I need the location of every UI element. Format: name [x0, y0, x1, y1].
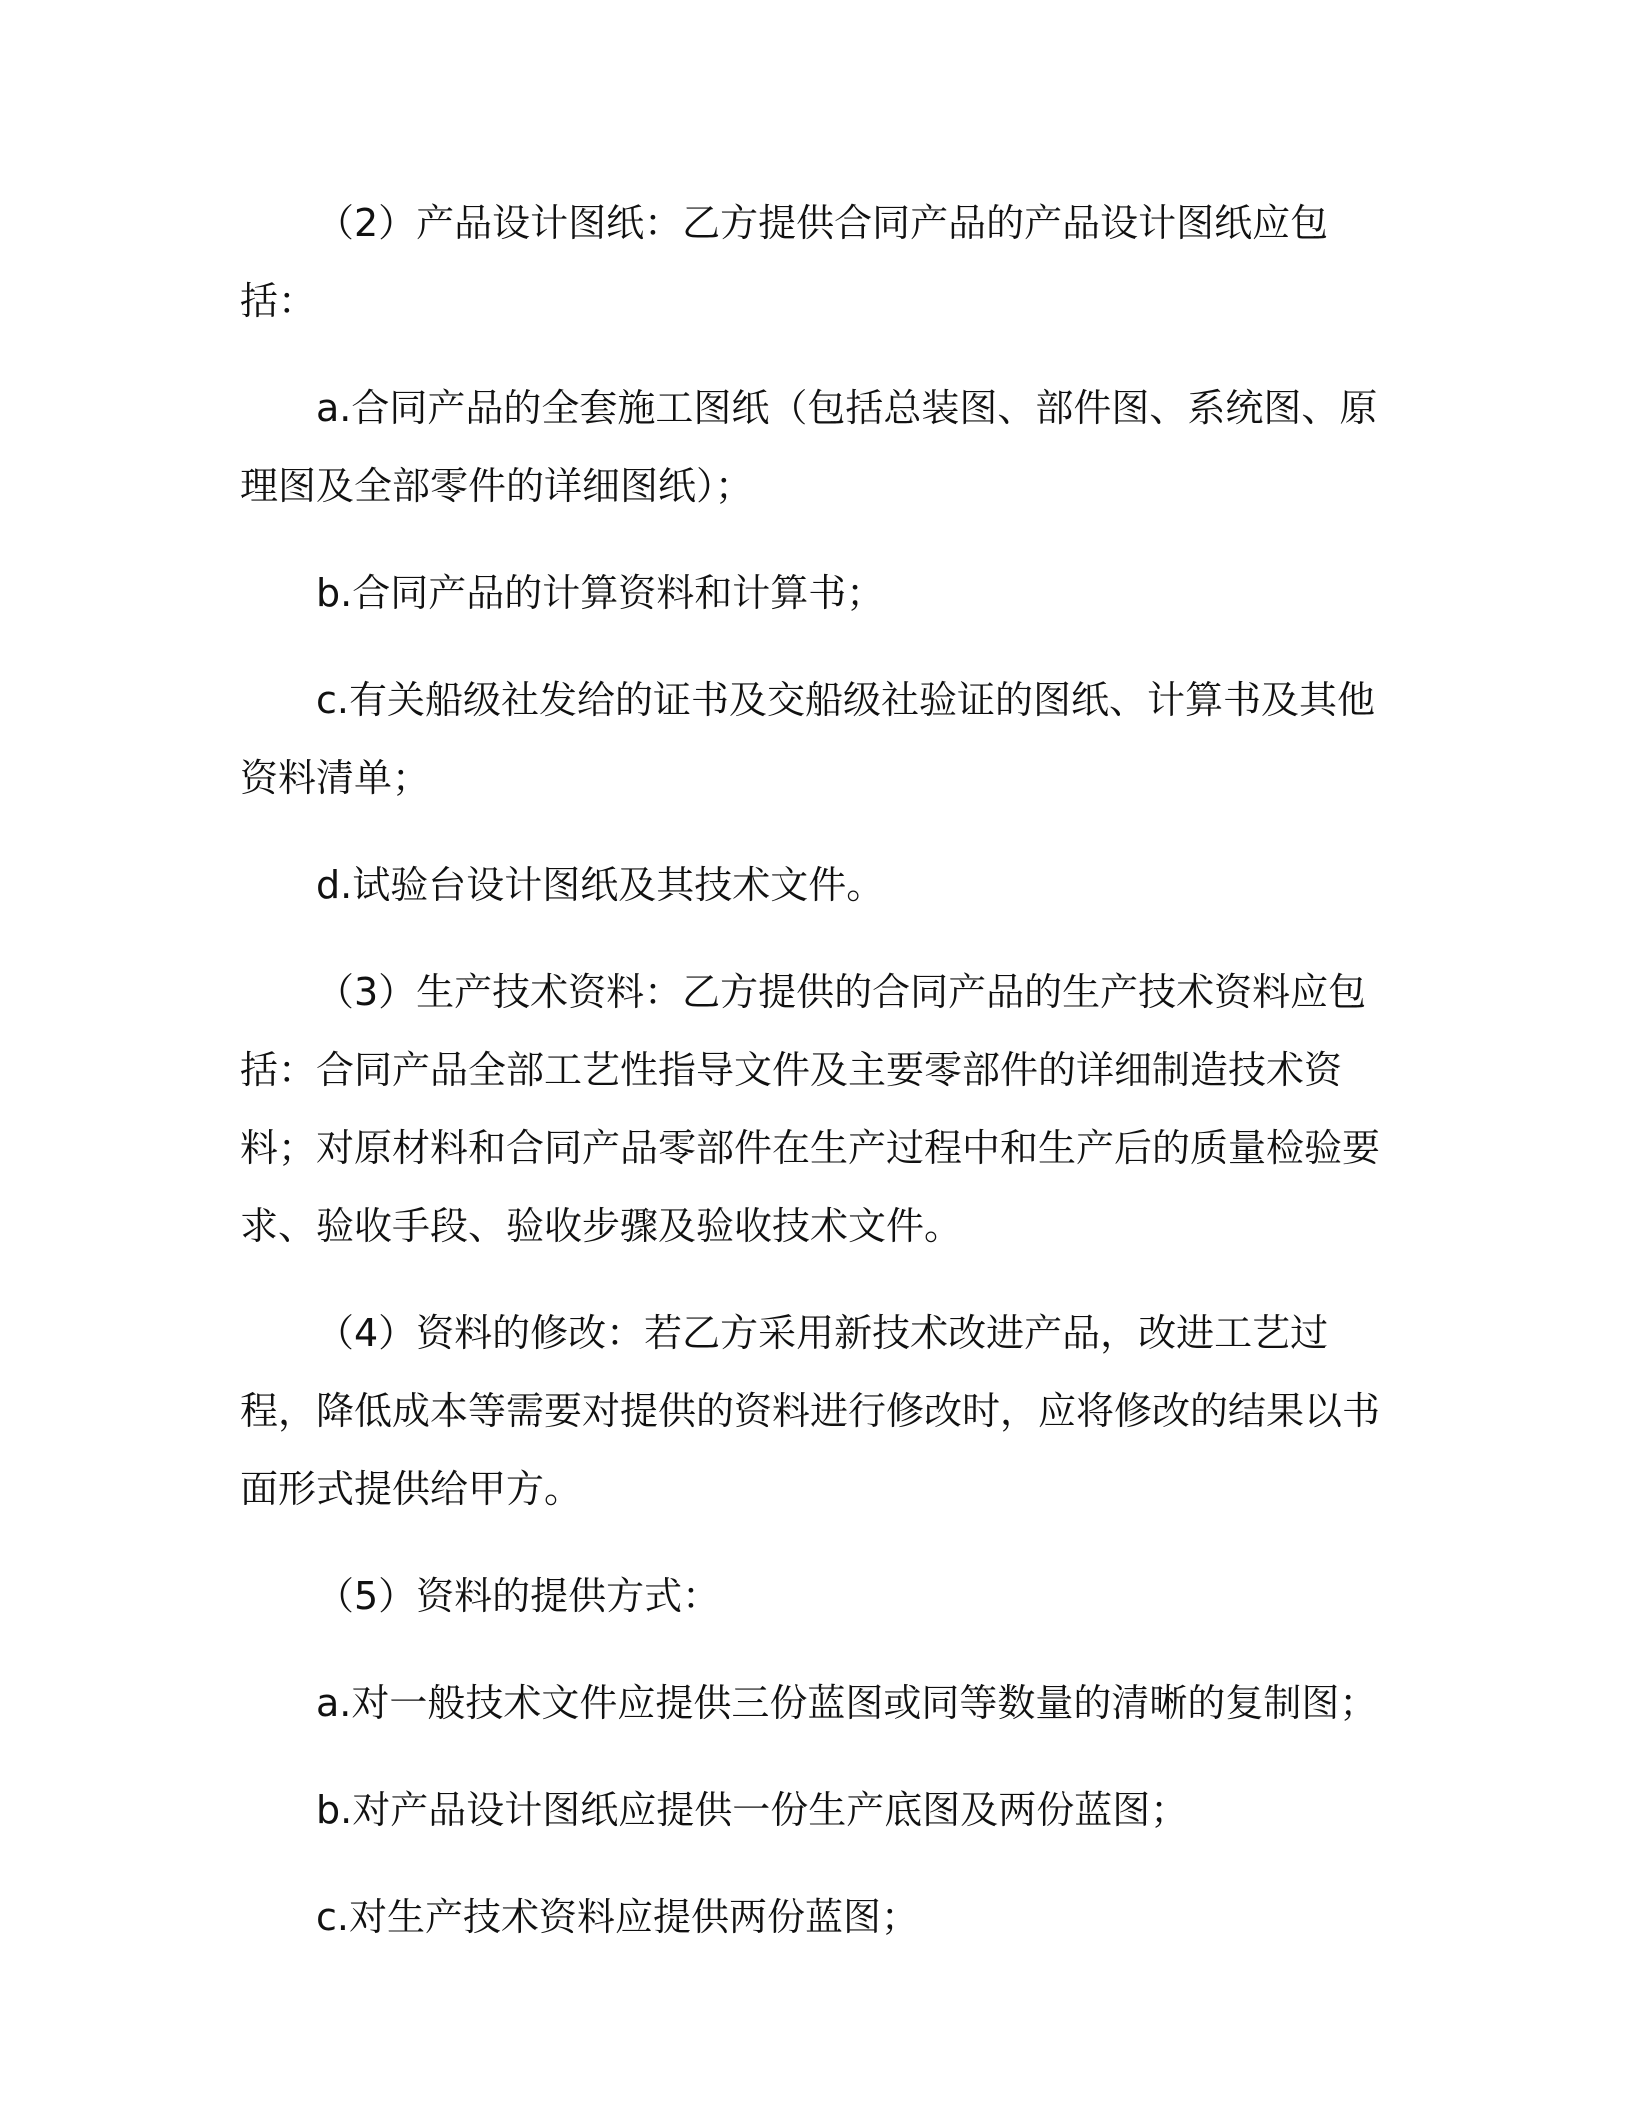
item-b-production-base-drawings: b.对产品设计图纸应提供一份生产底图及两份蓝图；: [316, 1788, 1189, 1832]
item-b-calculation-documents: b.合同产品的计算资料和计算书；: [316, 571, 885, 615]
section-2-product-design-drawings: （2）产品设计图纸：乙方提供合同产品的产品设计图纸应包括：: [240, 201, 1329, 323]
item-d-test-bench-drawings: d.试验台设计图纸及其技术文件。: [316, 863, 885, 907]
item-c-classification-certificates: c.有关船级社发给的证书及交船级社验证的图纸、计算书及其他资料清单；: [240, 678, 1375, 800]
section-3-production-technical-data: （3）生产技术资料：乙方提供的合同产品的生产技术资料应包括：合同产品全部工艺性指导文件及主要零部件的详细制造技术资料；对原材料和合同产品零部件在生产过程中和生产后的质量检验要求、验收手段、验收步骤及验收技术文件。: [240, 970, 1381, 1248]
item-a-construction-drawings: a.合同产品的全套施工图纸（包括总装图、部件图、系统图、原理图及全部零件的详细图纸）；: [240, 386, 1378, 508]
section-4-data-modification: （4）资料的修改：若乙方采用新技术改进产品，改进工艺过程，降低成本等需要对提供的资料进行修改时，应将修改的结果以书面形式提供给甲方。: [240, 1311, 1381, 1511]
section-5-data-provision-method: （5）资料的提供方式：: [316, 1574, 721, 1618]
item-c-production-blueprints: c.对生产技术资料应提供两份蓝图；: [316, 1895, 919, 1939]
document-body: [240, 184, 1390, 1985]
item-a-blueprint-copies: a.对一般技术文件应提供三份蓝图或同等数量的清晰的复制图；: [316, 1681, 1378, 1725]
